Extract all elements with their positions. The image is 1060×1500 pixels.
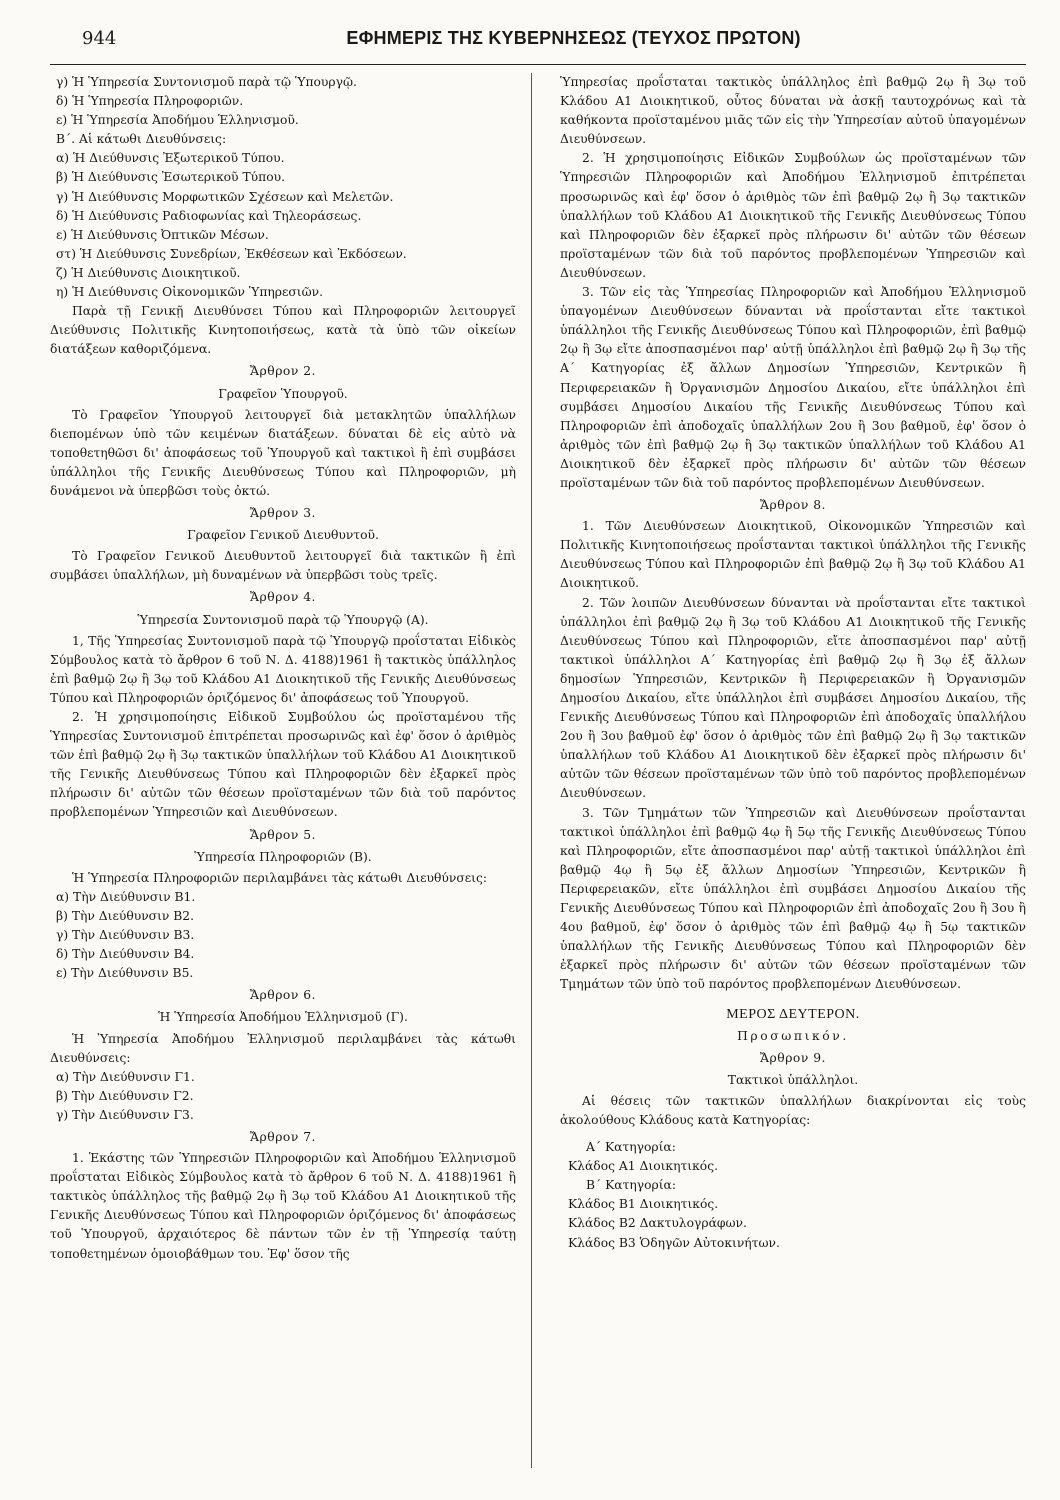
- list-item: γ) Ἡ Ὑπηρεσία Συντονισμοῦ παρὰ τῷ Ὑπουργῷ.: [56, 75, 357, 89]
- branch-item: Κλάδος Α1 Διοικητικός.: [568, 1159, 718, 1174]
- list-item: β) Τὴν Διεύθυνσιν Β2.: [56, 908, 195, 923]
- article-heading: Ἄρθρον 4.: [250, 590, 316, 605]
- running-head: ΕΦΗΜΕΡΙΣ ΤΗΣ ΚΥΒΕΡΝΗΣΕΩΣ (ΤΕΥΧΟΣ ΠΡΩΤΟΝ): [346, 28, 801, 48]
- paragraph: Τὸ Γραφεῖον Γενικοῦ Διευθυντοῦ λειτουργεῖ διὰ τακτικῶν ἢ ἐπὶ συμβάσει ὑπαλλήλων, μὴ δυναμένων νὰ ὑπερβῶσι τοὺς τρεῖς.: [50, 549, 516, 583]
- list-item: στ) Ἡ Διεύθυνσις Συνεδρίων, Ἐκθέσεων καὶ Ἐκδόσεων.: [56, 246, 407, 261]
- article-heading: Ἄρθρον 5.: [250, 827, 316, 842]
- branch-item: Κλάδος Β1 Διοικητικός.: [568, 1197, 719, 1212]
- list-item: α) Τὴν Διεύθυνσιν Β1.: [56, 889, 196, 904]
- list-item: α) Τὴν Διεύθυνσιν Γ1.: [56, 1069, 195, 1084]
- article-subheading: Ὑπηρεσία Πληροφοριῶν (Β).: [194, 849, 372, 864]
- category-label: Β΄ Κατηγορία:: [586, 1178, 677, 1193]
- right-column: [560, 73, 1026, 1264]
- column-divider: [531, 73, 532, 1468]
- paragraph: 3. Τῶν Τμημάτων τῶν Ὑπηρεσιῶν καὶ Διευθύνσεων προΐστανται τακτικοὶ ὑπάλληλοι ἐπὶ βαθμῷ 4ῳ ἢ 5ῳ τῆς Γενικῆς Διευθύνσεως Τύπου καὶ Πληροφοριῶν, εἴτε ἀποσπασμένοι παρ' αὐτῇ τακτικοὶ ὑπάλληλοι ἐπὶ βαθμῷ 4ῳ ἢ 5ῳ ἐξ ἄλλων Δημοσίων Ὑπηρεσιῶν, Κεντρικῶν ἢ Περιφερειακῶν, εἴτε ὑπάλληλοι ἐπὶ συμβάσει Δημοσίου Δικαίου τῆς Γενικῆς Διευθύνσεως Τύπου καὶ Πληροφοριῶν ἐπὶ ἀποδοχαῖς 2ου ἢ 3ου ἢ 4ου βαθμοῦ, ἐφ' ὅσον ὁ ἀριθμὸς τῶν ἐπὶ βαθμῷ 4ῳ ἢ 5ῳ τακτικῶν ὑπαλλήλων τῆς Γενικῆς Διευθύνσεως Τύπου καὶ Πληροφοριῶν δὲν ἐξαρκεῖ πρὸς πλήρωσιν δι' αὐτῶν τῶν θέσεων προϊσταμένων τῶν Τμημάτων τῶν ὑπὸ τοῦ παρόντος προβλεπομένων Διευθύνσεων.: [560, 805, 1026, 992]
- article-subheading: Γραφεῖον Ὑπουργοῦ.: [218, 386, 348, 401]
- article-heading: Ἄρθρον 7.: [250, 1129, 316, 1144]
- list-item: γ) Ἡ Διεύθυνσις Μορφωτικῶν Σχέσεων καὶ Μελετῶν.: [56, 189, 394, 204]
- branch-item: Κλάδος Β2 Δακτυλογράφων.: [568, 1216, 747, 1231]
- category-label: Α΄ Κατηγορία:: [586, 1140, 676, 1155]
- paragraph: 2. Τῶν λοιπῶν Διευθύνσεων δύνανται νὰ προΐστανται εἴτε τακτικοὶ ὑπάλληλοι ἐπὶ βαθμῷ 2ῳ ἢ 3ῳ τοῦ Κλάδου Α1 Διοικητικοῦ τῆς Γενικῆς Διευθύνσεως Τύπου καὶ Πληροφοριῶν, εἴτε ἀποσπασμένοι παρ' αὐτῇ τακτικοὶ ὑπάλληλοι Α΄ Κατηγορίας ἐπὶ βαθμῷ 2ῳ ἢ 3ῳ ἐξ ἄλλων δημοσίων Ὑπηρεσιῶν, Κεντρικῶν ἢ Περιφερειακῶν ἢ Ὀργανισμῶν Δημοσίου Δικαίου, εἴτε ὑπάλληλοι ἐπὶ συμβάσει Δημοσίου Δικαίου, τῆς Γενικῆς Διευθύνσεως Τύπου καὶ Πληροφοριῶν ἐπὶ ἀποδοχαῖς ὑπαλλήλου 2ου ἢ 3ου βαθμοῦ ἐφ' ὅσον ὁ ἀριθμὸς τῶν ἐπὶ βαθμῷ 2ῳ ἢ 3ῳ τακτικῶν ὑπαλλήλων τοῦ Κλάδου Α1 Διοικητικοῦ δὲν ἐξαρκεῖ πρὸς πλήρωσιν δι' αὐτῶν τῶν θέσεων προϊσταμένων τῶν ὑπὸ τοῦ παρόντος προβλεπομένων Διευθύνσεων.: [560, 595, 1026, 801]
- text-columns: [50, 73, 1026, 1264]
- article-subheading: Ἡ Ὑπηρεσία Ἀποδήμου Ἑλληνισμοῦ (Γ).: [158, 1010, 408, 1025]
- list-item: δ) Ἡ Διεύθυνσις Ραδιοφωνίας καὶ Τηλεοράσεως.: [56, 208, 362, 223]
- article-subheading: Ὑπηρεσία Συντονισμοῦ παρὰ τῷ Ὑπουργῷ (Α).: [137, 612, 429, 627]
- article-heading: Ἄρθρον 8.: [760, 498, 826, 513]
- branch-item: Κλάδος Β3 Ὁδηγῶν Αὐτοκινήτων.: [568, 1235, 780, 1250]
- list-item: β) Τὴν Διεύθυνσιν Γ2.: [56, 1088, 194, 1103]
- paragraph: Ὑπηρεσίας προΐσταται τακτικὸς ὑπάλληλος ἐπὶ βαθμῷ 2ῳ ἢ 3ῳ τοῦ Κλάδου Α1 Διοικητικοῦ, οὗτος δύναται νὰ ἀσκῇ ταυτοχρόνως καὶ τὰ καθήκοντα προϊσταμένου μιᾶς τῶν εἰς τὴν Ὑπηρεσίαν αὐτοῦ ὑπαγομένων Διευθύνσεων.: [560, 75, 1026, 147]
- article-heading: Ἄρθρον 2.: [250, 364, 316, 379]
- paragraph: Παρὰ τῇ Γενικῇ Διευθύνσει Τύπου καὶ Πληροφοριῶν λειτουργεῖ Διεύθυνσις Πολιτικῆς Κινητοποιήσεως, κατὰ τὰ ὑπὸ τῶν οἰκείων διατάξεων καθοριζόμενα.: [50, 304, 516, 357]
- list-item: α) Ἡ Διεύθυνσις Ἐξωτερικοῦ Τύπου.: [56, 151, 285, 166]
- article-heading: Ἄρθρον 9.: [760, 1050, 826, 1065]
- paragraph: Τὸ Γραφεῖον Ὑπουργοῦ λειτουργεῖ διὰ μετακλητῶν ὑπαλλήλων διεπομένων ὑπὸ τῶν κειμένων διατάξεων. δύναται δὲ εἰς αὐτὸ νὰ τοποθετηθῶσι δι' ἀποφάσεως τοῦ Ὑπουργοῦ καὶ τακτικοὶ ἢ ἐπὶ συμβάσει ὑπάλληλοι τῆς Γενικῆς Διευθύνσεως Τύπου καὶ Πληροφοριῶν, μὴ δυνάμενοι νὰ ὑπερβῶσι τοὺς ὀκτώ.: [50, 407, 516, 498]
- part-heading: ΜΕΡΟΣ ΔΕΥΤΕΡΟΝ.: [726, 1006, 860, 1022]
- list-item: γ) Τὴν Διεύθυνσιν Γ3.: [56, 1107, 194, 1122]
- page-header: [50, 28, 1026, 60]
- paragraph: Αἱ θέσεις τῶν τακτικῶν ὑπαλλήλων διακρίνονται εἰς τοὺς ἀκολούθους Κλάδους κατὰ Κατηγορίας:: [560, 1093, 1026, 1127]
- paragraph: 1, Τῆς Ὑπηρεσίας Συντονισμοῦ παρὰ τῷ Ὑπουργῷ προΐσταται Εἰδικὸς Σύμβουλος κατὰ τὸ ἄρθρον 6 τοῦ Ν. Δ. 4188)1961 ἢ τακτικὸς ὑπάλληλος ἐπὶ βαθμῷ 2ῳ ἢ 3ῳ τοῦ Κλάδου Α1 Διοικητικοῦ τῆς Γενικῆς Διευθύνσεως Τύπου καὶ Πληροφοριῶν ὁριζόμενος δι' ἀποφάσεως τοῦ Ὑπουργοῦ.: [50, 633, 516, 705]
- list-item: η) Ἡ Διεύθυνσις Οἰκονομικῶν Ὑπηρεσιῶν.: [56, 285, 324, 300]
- header-rule: [50, 64, 1026, 65]
- section-heading: Προσωπικόν.: [737, 1028, 849, 1043]
- paragraph: 1. Τῶν Διευθύνσεων Διοικητικοῦ, Οἰκονομικῶν Ὑπηρεσιῶν καὶ Πολιτικῆς Κινητοποιήσεως προΐστανται τακτικοὶ ὑπάλληλοι τῆς Γενικῆς Διευθύνσεως Τύπου καὶ Πληροφοριῶν ἐπὶ βαθμῷ 2ῳ ἢ 3ῳ τοῦ Κλάδου Α1 Διοικητικοῦ.: [560, 519, 1026, 591]
- article-heading: Ἄρθρον 3.: [250, 506, 316, 521]
- article-subheading: Γραφεῖον Γενικοῦ Διευθυντοῦ.: [187, 528, 379, 543]
- spacer: [560, 1130, 1026, 1138]
- paragraph: 2. Ἡ χρησιμοποίησις Εἰδικῶν Συμβούλων ὡς προϊσταμένων τῶν Ὑπηρεσιῶν Πληροφοριῶν καὶ Ἀποδήμου Ἑλληνισμοῦ ἐπιτρέπεται προσωρινῶς καὶ ἐφ' ὅσον ὁ ἀριθμὸς τῶν ἐπὶ βαθμῷ 2ῳ ἢ 3ῳ τακτικῶν ὑπαλλήλων τοῦ Κλάδου Α1 Διοικητικοῦ τῆς Γενικῆς Διευθύνσεως Τύπου καὶ Πληροφοριῶν δὲν ἐξαρκεῖ πρὸς πλήρωσιν δι' αὐτῶν τῶν θέσεων προϊσταμένων τῶν διὰ τοῦ παρόντος προβλεπομένων Ὑπηρεσιῶν καὶ Διευθύνσεων.: [560, 151, 1026, 280]
- paragraph: 1. Ἑκάστης τῶν Ὑπηρεσιῶν Πληροφοριῶν καὶ Ἀποδήμου Ἑλληνισμοῦ προΐσταται Εἰδικὸς Σύμβουλος κατὰ τὸ ἄρθρον 6 τοῦ Ν. Δ. 4188)1961 ἢ τακτικὸς ὑπάλληλος τῆς βαθμῷ 2ῳ ἢ 3ῳ τοῦ Κλάδου Α1 Διοικητικοῦ τῆς Γενικῆς Διευθύνσεως Τύπου καὶ Πληροφοριῶν ὁριζόμενος δι' ἀποφάσεως τοῦ Ὑπουργοῦ, ἀρχαιότερος δὲ πάντων τῶν ἐν τῇ Ὑπηρεσίᾳ ταύτῃ τοποθετημένων ὁμοιοβάθμων του. Ἐφ' ὅσον τῆς: [50, 1151, 516, 1261]
- list-item: β) Ἡ Διεύθυνσις Ἐσωτερικοῦ Τύπου.: [56, 170, 285, 185]
- list-item: δ) Τὴν Διεύθυνσιν Β4.: [56, 947, 195, 962]
- list-item: Β΄. Αἱ κάτωθι Διευθύνσεις:: [56, 132, 227, 147]
- list-item: δ) Ἡ Ὑπηρεσία Πληροφοριῶν.: [56, 94, 244, 109]
- page-number: 944: [82, 28, 117, 49]
- article-heading: Ἄρθρον 6.: [250, 988, 316, 1003]
- list-item: ε) Τὴν Διεύθυνσιν Β5.: [56, 966, 194, 981]
- list-item: ε) Ἡ Ὑπηρεσία Ἀποδήμου Ἑλληνισμοῦ.: [56, 113, 299, 128]
- list-item: γ) Τὴν Διεύθυνσιν Β3.: [56, 928, 195, 943]
- paragraph: 3. Τῶν εἰς τὰς Ὑπηρεσίας Πληροφοριῶν καὶ Ἀποδήμου Ἑλληνισμοῦ ὑπαγομένων Διευθύνσεων δύνανται νὰ προΐστανται εἴτε τακτικοὶ ὑπάλληλοι τῆς Γενικῆς Διευθύνσεως Τύπου καὶ Πληροφοριῶν, ἐπὶ βαθμῷ 2ῳ ἢ 3ῳ εἴτε ἀποσπασμένοι παρ' αὐτῇ ὑπάλληλοι ἐπὶ βαθμῷ 2ῳ ἢ 3ῳ τῆς Α΄ Κατηγορίας ἐξ ἄλλων Δημοσίων Ὑπηρεσιῶν, Κεντρικῶν ἢ Περιφερειακῶν ἢ Ὀργανισμῶν Δημοσίου Δικαίου, εἴτε ὑπάλληλοι ἐπὶ συμβάσει Δημοσίου Δικαίου τῆς Γενικῆς Διευθύνσεως Τύπου καὶ Πληροφοριῶν ἐπὶ ἀποδοχαῖς ὑπαλλήλων 2ου ἢ 3ου βαθμοῦ, ἐφ' ὅσον ὁ ἀριθμὸς τῶν ἐπὶ βαθμῷ 2ῳ ἢ 3ῳ τακτικῶν ὑπαλλήλων τοῦ Κλάδου Α1 Διοικητικοῦ δὲν ἐξαρκεῖ πρὸς πλήρωσιν δι' αὐτῶν τῶν θέσεων προϊσταμένων τῶν διὰ τοῦ παρόντος προβλεπομένων Διευθύνσεων.: [560, 285, 1026, 490]
- list-item: ε) Ἡ Διεύθυνσις Ὀπτικῶν Μέσων.: [56, 227, 269, 242]
- paragraph: Ἡ Ὑπηρεσία Ἀποδήμου Ἑλληνισμοῦ περιλαμβάνει τὰς κάτωθι Διευθύνσεις:: [50, 1031, 516, 1065]
- left-column: [50, 73, 516, 1264]
- list-item: ζ) Ἡ Διεύθυνσις Διοικητικοῦ.: [56, 265, 241, 280]
- article-subheading: Τακτικοὶ ὑπάλληλοι.: [727, 1072, 859, 1087]
- paragraph: Ἡ Ὑπηρεσία Πληροφοριῶν περιλαμβάνει τὰς κάτωθι Διευθύνσεις:: [72, 870, 487, 885]
- paragraph: 2. Ἡ χρησιμοποίησις Εἰδικοῦ Συμβούλου ὡς προϊσταμένου τῆς Ὑπηρεσίας Συντονισμοῦ ἐπιτρέπεται προσωρινῶς καὶ ἐφ' ὅσον ὁ ἀριθμὸς τῶν ἐπὶ βαθμῷ 2ῳ ἢ 3ῳ τακτικῶν ὑπαλλήλων τοῦ Κλάδου Α1 Διοικητικοῦ τῆς Γενικῆς Διευθύνσεως Τύπου καὶ Πληροφοριῶν δὲν ἐξαρκεῖ πρὸς πλήρωσιν δι' αὐτῶν τῶν θέσεων προϊσταμένων τῶν διὰ τοῦ παρόντος προβλεπομένων Ὑπηρεσιῶν καὶ Διευθύνσεων.: [50, 710, 516, 820]
